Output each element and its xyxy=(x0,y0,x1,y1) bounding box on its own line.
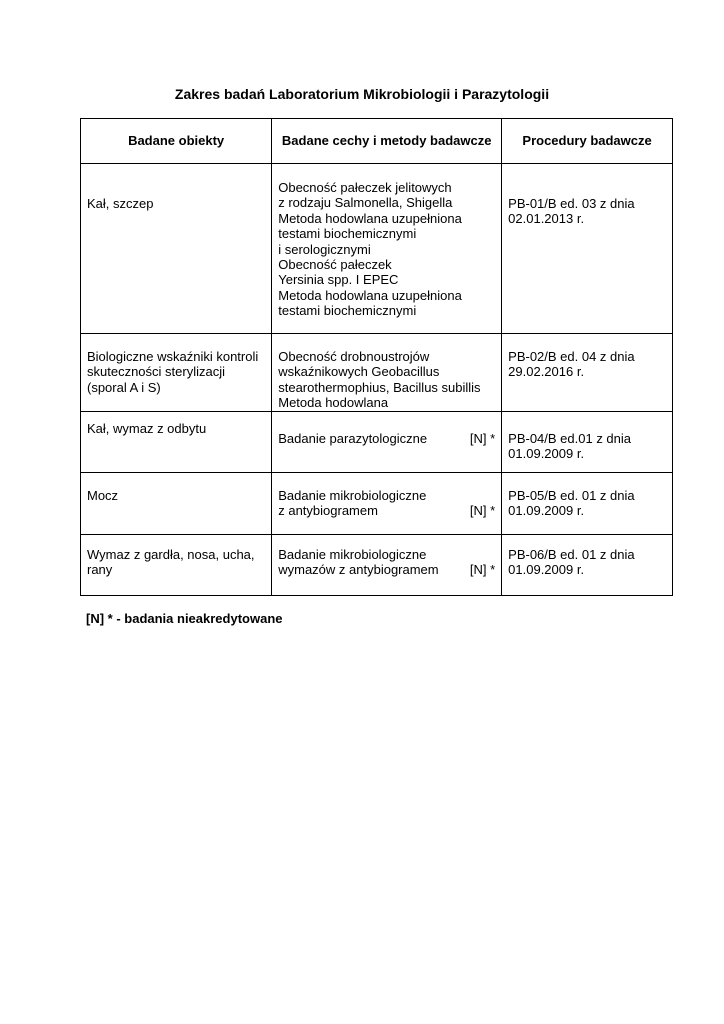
cell-method xyxy=(272,472,502,534)
object-text: Mocz xyxy=(87,487,119,503)
non-accredited-mark: [N] * xyxy=(469,562,496,578)
research-scope-table xyxy=(80,118,673,596)
method-with-mark xyxy=(278,431,495,446)
object-text: Kał, wymaz z odbytu xyxy=(87,420,207,436)
cell-procedure xyxy=(502,534,673,595)
cell-object xyxy=(81,534,272,595)
method-text: Badanie parazytologiczne xyxy=(278,430,428,446)
table-row xyxy=(81,472,673,534)
method-text: Badanie mikrobiologiczne z antybiogramem xyxy=(278,487,427,519)
procedure-text: PB-04/B ed.01 z dnia 01.09.2009 r. xyxy=(508,430,632,462)
table-row xyxy=(81,164,673,334)
table-row xyxy=(81,334,673,412)
cell-method xyxy=(272,334,502,412)
method-text: Obecność pałeczek jelitowych z rodzaju Salmonella, Shigella Metoda hodowlana uzupełniona testami biochemicznymi i serologicznymi Obecność pałeczek Yersinia spp. I EPEC Metoda hodowlana uzupełniona testami biochemicznymi xyxy=(278,180,462,319)
header-objects: Badane obiekty xyxy=(81,119,272,164)
procedure-text: PB-01/B ed. 03 z dnia 02.01.2013 r. xyxy=(508,196,635,227)
cell-procedure xyxy=(502,334,673,412)
method-text: Badanie mikrobiologiczne wymazów z antybiogramem xyxy=(278,546,439,578)
method-with-mark xyxy=(278,488,495,519)
cell-object xyxy=(81,411,272,472)
cell-method xyxy=(272,411,502,472)
table-row xyxy=(81,411,673,472)
cell-object xyxy=(81,472,272,534)
object-text: Wymaz z gardła, nosa, ucha, rany xyxy=(87,546,255,578)
cell-object xyxy=(81,164,272,334)
cell-procedure xyxy=(502,164,673,334)
page-title: Zakres badań Laboratorium Mikrobiologii i Parazytologii xyxy=(174,86,550,102)
method-text: Obecność drobnoustrojów wskaźnikowych Geobacillus stearothermophius, Bacillus subillis Metoda hodowlana xyxy=(278,349,481,411)
table-row xyxy=(81,534,673,595)
procedure-text: PB-05/B ed. 01 z dnia 01.09.2009 r. xyxy=(508,487,635,519)
non-accredited-mark: [N] * xyxy=(469,503,496,519)
procedure-text: PB-06/B ed. 01 z dnia 01.09.2009 r. xyxy=(508,546,635,578)
cell-method xyxy=(272,164,502,334)
cell-method xyxy=(272,534,502,595)
method-with-mark xyxy=(278,547,495,578)
cell-procedure xyxy=(502,411,673,472)
footnote: [N] * - badania nieakredytowane xyxy=(86,611,283,626)
non-accredited-mark: [N] * xyxy=(469,430,496,446)
object-text: Kał, szczep xyxy=(87,196,154,211)
header-methods: Badane cechy i metody badawcze xyxy=(272,119,502,164)
table-header-row xyxy=(81,119,673,164)
header-procedures: Procedury badawcze xyxy=(502,119,673,164)
procedure-text: PB-02/B ed. 04 z dnia 29.02.2016 r. xyxy=(508,349,635,380)
object-text: Biologiczne wskaźniki kontroli skuteczności sterylizacji (sporal A i S) xyxy=(87,349,259,395)
cell-procedure xyxy=(502,472,673,534)
cell-object xyxy=(81,334,272,412)
